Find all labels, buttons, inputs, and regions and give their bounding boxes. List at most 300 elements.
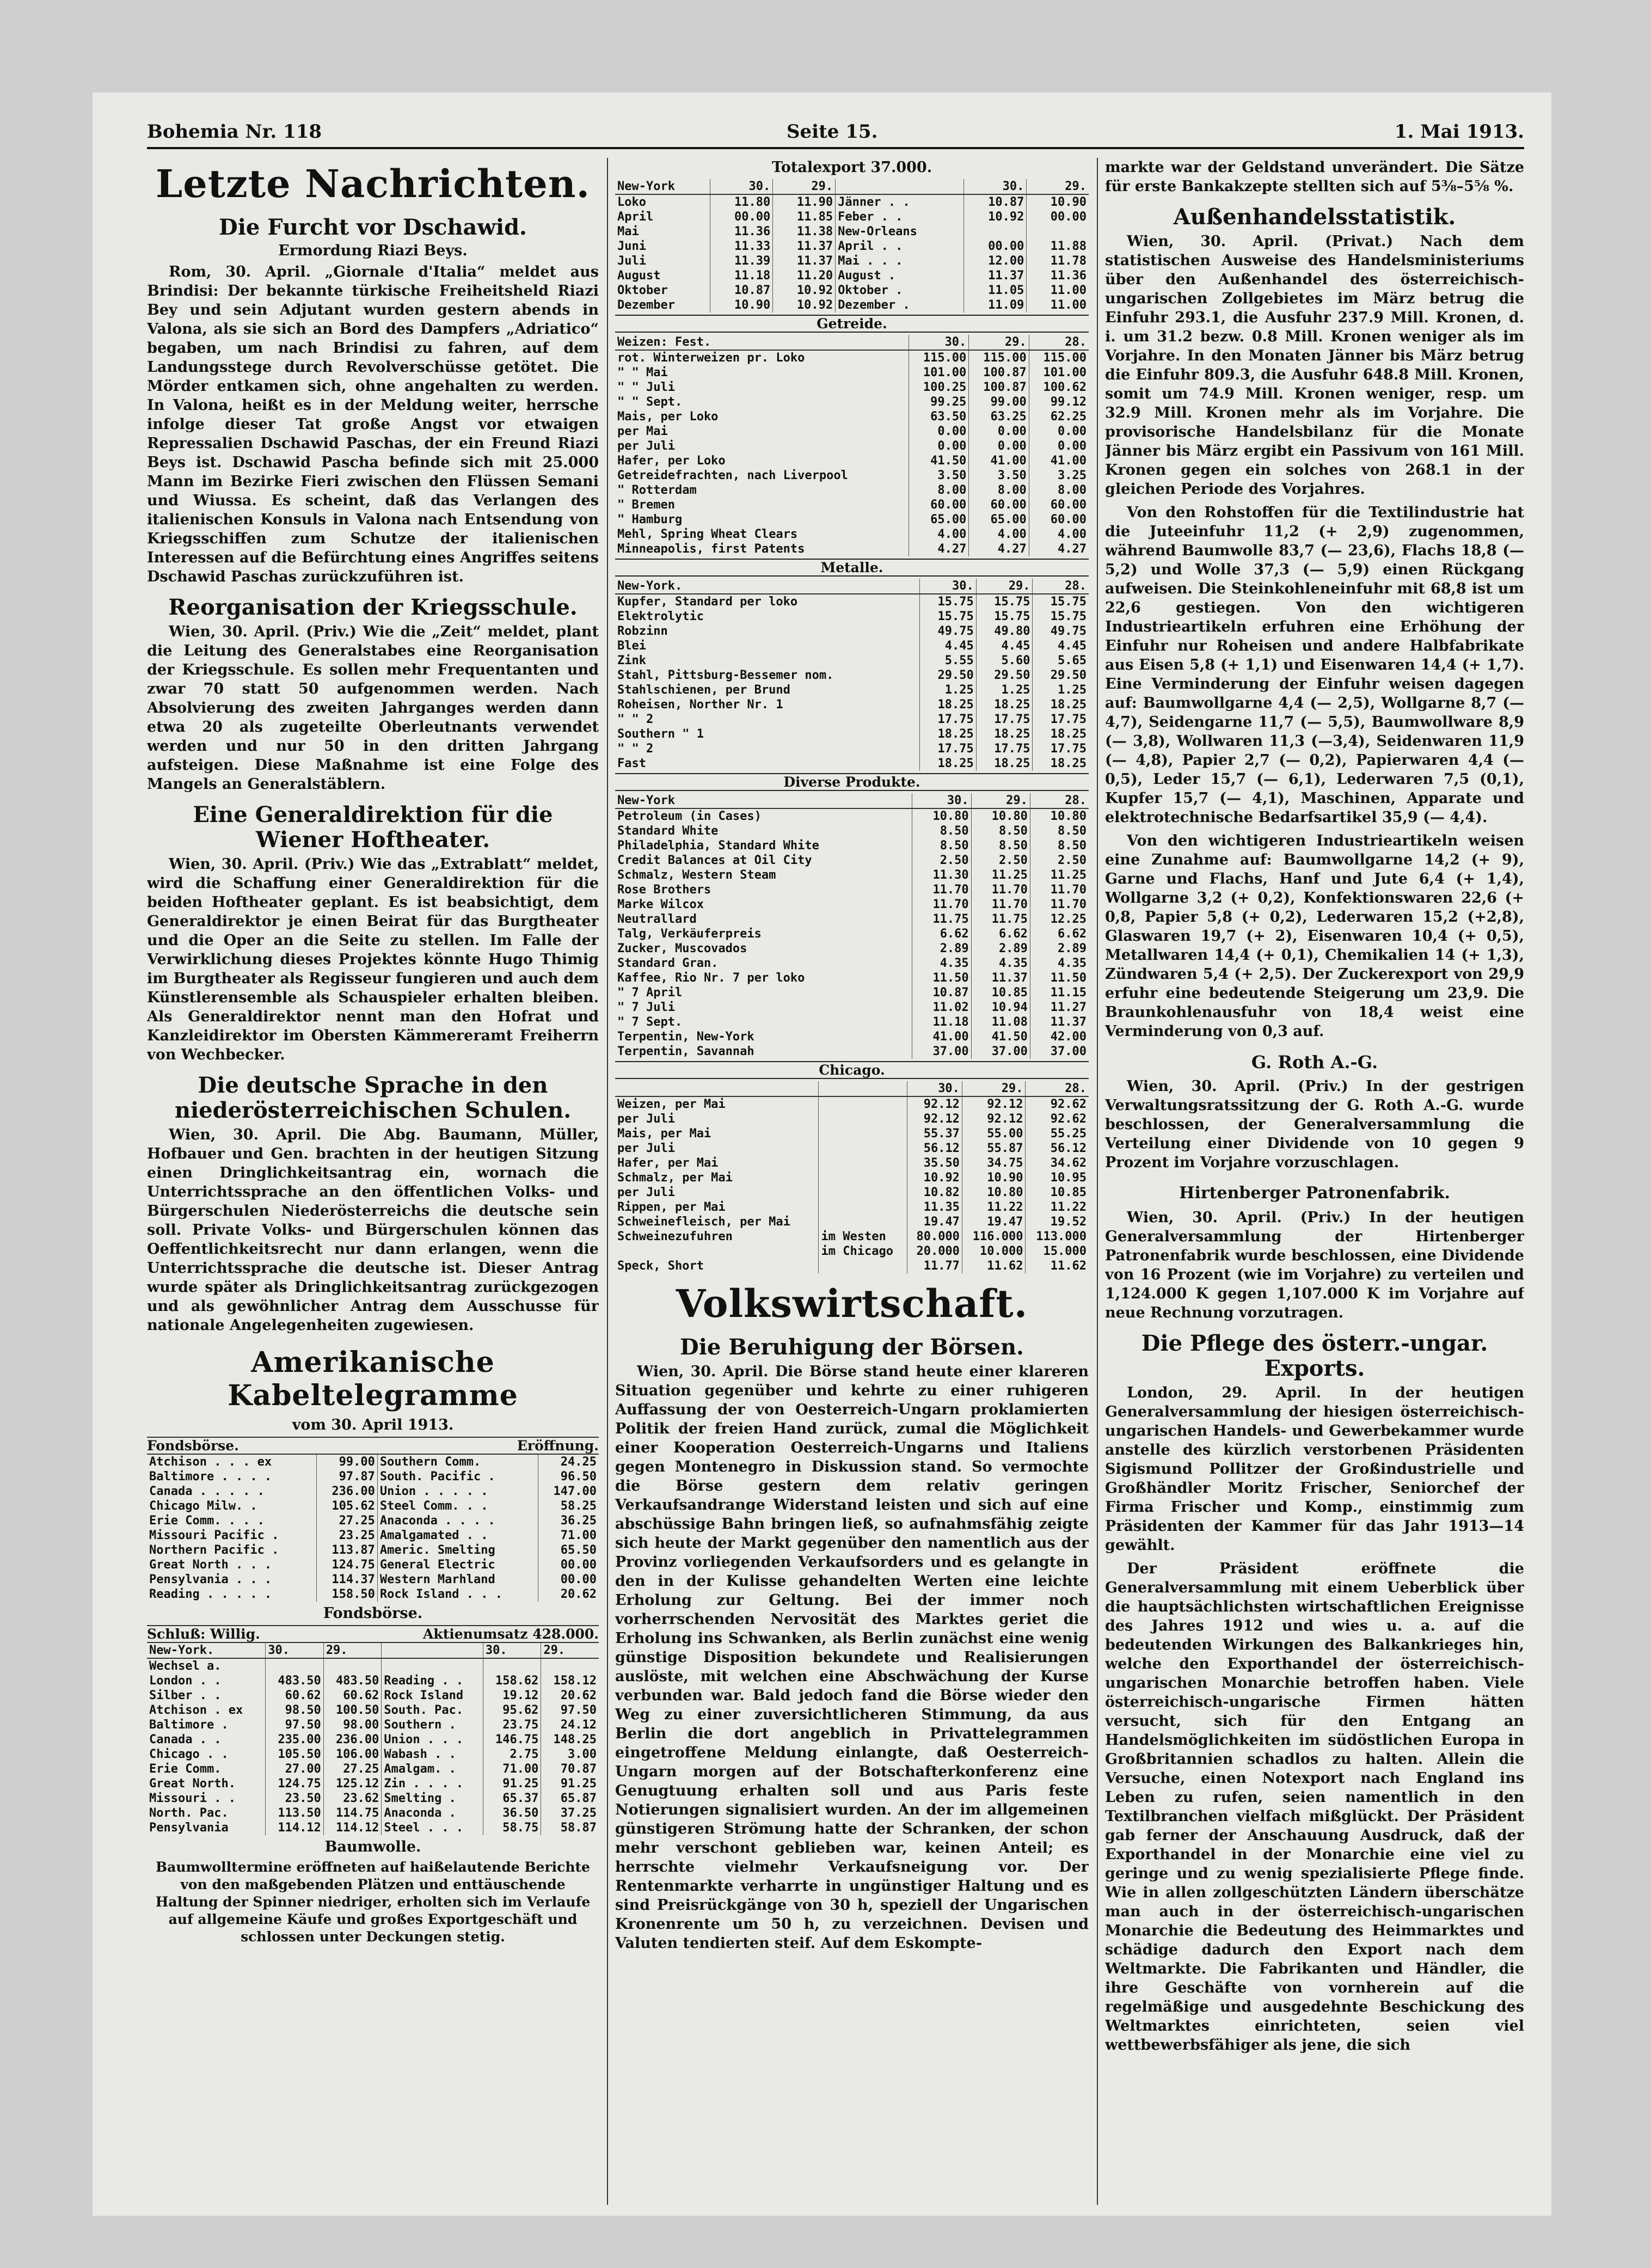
- table-cell: 11.36: [1027, 268, 1089, 283]
- table-cell: Schmalz, per Mai: [617, 1171, 733, 1185]
- table-cell: 8.50: [971, 838, 1030, 853]
- table-row: [147, 1747, 599, 1762]
- table-cell: 100.25: [909, 380, 968, 395]
- table-cell: 29.: [773, 179, 836, 194]
- table-cell: 0.00: [969, 439, 1029, 453]
- table-cell: 18.25: [1033, 697, 1089, 712]
- table-row: [615, 727, 1089, 741]
- table-row: [615, 868, 1089, 882]
- article-body: Wien, 30. April. (Priv.) Wie die „Zeit“ meldet, plant die Leitung des Generalstabes eine Reorganisation der Kriegsschule. Es sollen mehr Frequentanten und zwar 70 statt 50 aufgenommen werden. Nach Absolvierung des zweiten Jahrganges werden dann etwa 20 als zugeteilte Oberleutnants verwendet werden und nur 50 in den dritten Jahrgang aufsteigen. Diese Maßnahme ist eine Folge des Mangels an Generalstäblern.: [147, 623, 599, 793]
- table-cell: 6.62: [912, 927, 971, 941]
- table-cell: 65.00: [969, 512, 1029, 527]
- table-row: [615, 1000, 1089, 1015]
- table-cell: Silber . .: [149, 1689, 222, 1702]
- table-cell: 11.36: [710, 224, 773, 239]
- table-row: [615, 1096, 1089, 1112]
- table-row: [615, 498, 1089, 512]
- table-cell: 11.39: [710, 254, 773, 268]
- table-cell: 11.20: [773, 268, 836, 283]
- table-cell: Talg, Verkäuferpreis: [617, 927, 762, 941]
- table-row: [615, 579, 1089, 594]
- table-cell: 10.92: [773, 298, 836, 312]
- table-cell: 29.: [962, 1081, 1026, 1096]
- table-cell: 58.87: [541, 1820, 599, 1835]
- kabel-title: Amerikanische Kabeltelegramme: [228, 1346, 518, 1412]
- table-cell: [819, 1200, 907, 1215]
- table-cell: 37.00: [971, 1044, 1030, 1059]
- table-cell: 12.25: [1030, 912, 1089, 927]
- table-cell: Wechsel a.: [149, 1659, 222, 1673]
- table-cell: 10.92: [907, 1170, 962, 1185]
- table-cell: Feber . .: [836, 210, 964, 224]
- table-cell: 96.50: [538, 1469, 599, 1484]
- table-cell: 99.00: [969, 395, 1029, 409]
- table-cell: 24.25: [538, 1455, 599, 1469]
- table-cell: Great North . . .: [149, 1558, 272, 1572]
- table-cell: 41.50: [909, 453, 968, 468]
- table-cell: Erie Comm. . . .: [149, 1514, 265, 1528]
- table-cell: Chicago . .: [149, 1748, 229, 1761]
- table-cell: 2.89: [971, 941, 1030, 956]
- table-cell: 114.12: [266, 1820, 324, 1835]
- table-cell: 4.45: [976, 639, 1033, 653]
- table-cell: Zin . . . .: [382, 1776, 483, 1791]
- table-row: [615, 512, 1089, 527]
- article-heading: Die Beruhigung der Börsen.: [680, 1334, 1024, 1360]
- table-cell: August .: [836, 268, 964, 283]
- table-cell: 115.00: [909, 350, 968, 365]
- table-cell: Loko: [617, 195, 646, 209]
- table-cell: Union . . . . .: [377, 1484, 538, 1499]
- table-cell: 55.37: [907, 1126, 962, 1141]
- table-cell: 2.89: [912, 941, 971, 956]
- table-cell: 115.00: [969, 350, 1029, 365]
- table-cell: 29.: [1027, 179, 1089, 194]
- article-heading: Hirtenberger Patronenfabrik.: [1179, 1184, 1450, 1203]
- table-cell: 147.00: [538, 1484, 599, 1499]
- table-cell: 4.27: [969, 542, 1029, 556]
- table-cell: [819, 1185, 907, 1200]
- table-row: [615, 298, 1089, 312]
- table-cell: 8.00: [909, 483, 968, 498]
- table-cell: 11.70: [1030, 882, 1089, 897]
- article-heading: Reorganisation der Kriegsschule.: [168, 594, 578, 620]
- table-row: [147, 1499, 599, 1513]
- issue-date: 1. Mai 1913.: [1394, 121, 1524, 143]
- table-row: [147, 1674, 599, 1688]
- metalle-table: [615, 579, 1089, 771]
- table-cell: Baltimore . . . .: [149, 1470, 272, 1484]
- getreide-table: [615, 335, 1089, 556]
- table-cell: 11.70: [1030, 897, 1089, 912]
- table-row: [615, 254, 1089, 268]
- baumwolle-text: Baumwolltermine eröffneten auf haißelautende Berichte von den maßgebenden Plätzen und enttäuschende Haltung der Spinner niedriger, erholten sich im Verlaufe auf allgemeine Käufe und großes Exportgeschäft und schlossen unter Deckungen stetig.: [155, 1859, 591, 1945]
- table-cell: 58.75: [483, 1820, 541, 1835]
- article-body: London, 29. April. In der heutigen Generalversammlung der hiesigen österreichisch-ungarischen Handels- und Gewerbekammer wurde anstelle des kürzlich verstorbenen Präsidenten Sigismund Pollitzer der Großindustrielle und Großhändler Moritz Frischer, Seniorchef der Firma Frischer und Komp., einstimmig zum Präsidenten der Kammer für das Jahr 1913—14 gewählt.: [1105, 1384, 1524, 1554]
- table-cell: 15.75: [976, 609, 1033, 624]
- table-cell: 10.000: [962, 1244, 1026, 1259]
- table-row: [615, 1215, 1089, 1229]
- table-row: [615, 365, 1089, 380]
- diverse-label: Diverse Produkte.: [615, 773, 1089, 791]
- table-cell: 4.00: [969, 527, 1029, 542]
- table-cell: Blei: [617, 639, 646, 653]
- table-cell: North. Pac.: [149, 1806, 229, 1820]
- table-row: [615, 194, 1089, 210]
- table-cell: 28.: [1026, 1081, 1089, 1096]
- table-cell: Credit Balances at Oil City: [617, 854, 812, 867]
- table-cell: 11.15: [1030, 985, 1089, 1000]
- table-cell: Stahlschienen, per Brund: [617, 683, 790, 697]
- table-cell: Amalgamated . .: [377, 1528, 538, 1543]
- table-cell: 11.30: [912, 868, 971, 882]
- table-cell: 71.00: [483, 1762, 541, 1776]
- table-cell: Getreidefrachten, nach Liverpool: [617, 469, 848, 482]
- column-middle: [615, 158, 1089, 2205]
- table-row: [615, 971, 1089, 985]
- article-heading: G. Roth A.-G.: [1251, 1052, 1378, 1072]
- table-cell: 483.50: [323, 1674, 382, 1688]
- table-cell: 113.50: [266, 1806, 324, 1820]
- table-cell: 28.: [1033, 579, 1089, 594]
- table-cell: 11.70: [971, 897, 1030, 912]
- table-cell: 10.80: [962, 1185, 1026, 1200]
- table-cell: 97.50: [266, 1718, 324, 1732]
- table-cell: 15.75: [920, 609, 977, 624]
- table-cell: Northern Pacific .: [149, 1543, 279, 1557]
- kabel-table-2: [147, 1643, 599, 1835]
- table-cell: 11.62: [962, 1259, 1026, 1273]
- table-row: [147, 1762, 599, 1776]
- table-cell: per Juli: [617, 1142, 675, 1155]
- table-cell: 124.75: [266, 1776, 324, 1791]
- table-cell: 97.50: [541, 1703, 599, 1718]
- table-cell: " Bremen: [617, 498, 675, 512]
- table-row: [615, 527, 1089, 542]
- column-left: [147, 158, 599, 2205]
- table-cell: 60.00: [909, 498, 968, 512]
- table-cell: 00.00: [710, 210, 773, 224]
- table-cell: 235.00: [266, 1732, 324, 1747]
- table-cell: 11.75: [912, 912, 971, 927]
- kabel-labels: [147, 1437, 599, 1455]
- table-cell: 11.50: [1030, 971, 1089, 985]
- table-row: [147, 1820, 599, 1835]
- table-row: [615, 380, 1089, 395]
- table-cell: Fast: [617, 757, 646, 770]
- column-right: [1105, 158, 1524, 2205]
- table-cell: Mai . . .: [836, 254, 964, 268]
- article-body: Wien, 30. April. (Priv.) In der heutigen Generalversammlung der Hirtenberger Patronenfabrik wurde beschlossen, eine Dividende von 16 Prozent (wie im Vorjahre) zu verteilen und 1,124.000 K gegen 1,107.000 K im Vorjahre auf neue Rechnung vorzutragen.: [1105, 1209, 1524, 1321]
- table-row: [615, 1185, 1089, 1200]
- table-cell: 37.00: [912, 1044, 971, 1059]
- table-row: [147, 1469, 599, 1484]
- table-row: [615, 853, 1089, 868]
- table-cell: per Juli: [617, 1112, 675, 1126]
- table-cell: Schweinezufuhren: [617, 1230, 733, 1243]
- table-cell: 18.25: [976, 727, 1033, 741]
- table-cell: 4.27: [909, 542, 968, 556]
- table-cell: 15.75: [1033, 609, 1089, 624]
- table-cell: [819, 1215, 907, 1229]
- table-cell: 27.00: [266, 1762, 324, 1776]
- table-cell: 36.50: [483, 1806, 541, 1820]
- table-row: [615, 350, 1089, 365]
- table-cell: 20.000: [907, 1244, 962, 1259]
- table-cell: 34.62: [1026, 1156, 1089, 1170]
- table-cell: " 7 April: [617, 986, 683, 1000]
- table-cell: 30.: [710, 179, 773, 194]
- table-cell: Rock Island . . .: [377, 1587, 538, 1602]
- table-cell: Great North.: [149, 1777, 236, 1791]
- article-heading: Die Pflege des österr.-ungar. Exports.: [1141, 1331, 1488, 1381]
- table-cell: 70.87: [541, 1762, 599, 1776]
- table-row: [615, 335, 1089, 350]
- table-cell: 11.33: [710, 239, 773, 254]
- table-cell: 15.000: [1026, 1244, 1089, 1259]
- table-cell: 5.55: [920, 653, 977, 668]
- table-row: [615, 653, 1089, 668]
- table-cell: 65.50: [538, 1543, 599, 1558]
- table-cell: 18.25: [976, 697, 1033, 712]
- kabel-left-label: Fondsbörse.: [147, 1438, 239, 1454]
- section-title: Letzte Nachrichten.: [155, 161, 591, 206]
- table-row: [147, 1572, 599, 1587]
- table-cell: 11.35: [907, 1200, 962, 1215]
- table-cell: 55.00: [962, 1126, 1026, 1141]
- table-cell: 3.00: [541, 1747, 599, 1762]
- table-cell: 91.25: [541, 1776, 599, 1791]
- table-cell: 24.12: [541, 1718, 599, 1732]
- table-cell: 42.00: [1030, 1029, 1089, 1044]
- table-cell: Amalgam. .: [382, 1762, 483, 1776]
- table-cell: Speck, Short: [617, 1259, 704, 1273]
- table-cell: 63.50: [909, 409, 968, 424]
- table-cell: " 7 Sept.: [617, 1015, 683, 1029]
- table-cell: 29.: [976, 579, 1033, 594]
- article-heading: Die deutsche Sprache in den niederösterreichischen Schulen.: [174, 1072, 572, 1123]
- article-heading: Eine Generaldirektion für die Wiener Hoftheater.: [193, 802, 553, 853]
- table-cell: 10.95: [1026, 1170, 1089, 1185]
- table-cell: 10.82: [907, 1185, 962, 1200]
- table-cell: 11.77: [907, 1259, 962, 1273]
- table-cell: 11.90: [773, 194, 836, 210]
- table-cell: Dezember .: [836, 298, 964, 312]
- table-cell: 2.89: [1030, 941, 1089, 956]
- table-cell: 92.62: [1026, 1112, 1089, 1126]
- table-cell: 11.18: [912, 1015, 971, 1029]
- table-cell: 2.50: [971, 853, 1030, 868]
- table-cell: 41.00: [912, 1029, 971, 1044]
- table-row: [147, 1776, 599, 1791]
- table-cell: 114.12: [323, 1820, 382, 1835]
- table-row: [615, 424, 1089, 439]
- table-cell: 19.47: [962, 1215, 1026, 1229]
- table-cell: Southern " 1: [617, 727, 704, 741]
- table-cell: 30.: [907, 1081, 962, 1096]
- table-row: [615, 741, 1089, 756]
- table-cell: 36.25: [538, 1513, 599, 1528]
- table-cell: 63.25: [969, 409, 1029, 424]
- article-body: Wien, 30. April. (Priv.) In der gestrigen Verwaltungsratssitzung der G. Roth A.-G. wurde beschlossen, der Generalversammlung die Verteilung einer Dividende von 10 gegen 9 Prozent im Vorjahre vorzuschlagen.: [1105, 1078, 1524, 1171]
- table-row: [615, 453, 1089, 468]
- table-cell: Dezember: [617, 298, 675, 312]
- table-cell: [323, 1658, 382, 1674]
- table-row: [615, 1200, 1089, 1215]
- table-cell: Western Marhland: [377, 1572, 538, 1587]
- table-cell: 10.80: [912, 808, 971, 824]
- table-cell: 92.12: [907, 1112, 962, 1126]
- table-cell: 23.75: [483, 1718, 541, 1732]
- table-cell: Mai: [617, 225, 639, 238]
- table-cell: 17.75: [976, 712, 1033, 727]
- table-row: [615, 1244, 1089, 1259]
- table-cell: 18.25: [920, 727, 977, 741]
- table-cell: 10.87: [912, 985, 971, 1000]
- table-row: [615, 668, 1089, 683]
- table-cell: 11.05: [964, 283, 1027, 298]
- kabel-schluss: Schluß: Willig.: [147, 1626, 260, 1642]
- table-row: [147, 1658, 599, 1674]
- table-cell: 8.00: [1029, 483, 1089, 498]
- table-cell: 41.50: [971, 1029, 1030, 1044]
- table-cell: im Westen: [819, 1229, 907, 1244]
- article-body: Wien, 30. April. Die Börse stand heute einer klareren Situation gegenüber und kehrte zu einer ruhigeren Auffassung der von Oesterreich-Ungarn proklamierten Politik der freien Hand zurück, zumal die Möglichkeit einer Kooperation Oesterreich-Ungarns und Italiens gegen Montenegro in Diskussion stand. So vermochte die Börse gestern dem relativ geringen Verkaufsandrange Widerstand leisten und sich auf eine abschüssige Bahn bringen ließ, so aufnahmsfähig zeigte sich heute der Markt gegenüber den namentlich aus der Provinz vorliegenden Verkaufsorders und es gelangte in den in der Kulisse gehandelten Werten eine leichte Erholung zur Geltung. Bei der immer noch vorherrschenden Nervosität des Marktes geriet die Erholung ins Schwanken, als Berlin zunächst eine wenig günstige Disposition bekundete und Realisierungen auslöste, mit welchen eine Abschwächung der Kurse verbunden war. Bald jedoch fand die Börse wieder den Weg zu einer zuversichtlicheren Stimmung, da aus Berlin die dort angeblich in Privattelegrammen eingetroffene Meldung einlangte, daß Oesterreich-Ungarn morgen auf der Botschafterkonferenz eine Genugtuung erhalten soll und aus Paris feste Notierungen signalisiert wurden. An der im allgemeinen günstigeren Strömung hatte der Schranken, der schon mehr verschont geblieben war, keinen Anteil; es herrschte vielmehr Verkaufsneigung vor. Der Rentenmarkte verharrte in ungünstiger Haltung und es sind Preisrückgänge von 30 h, speziell der Ungarischen Kronenrente um 50 h, zu verzeichnen. Devisen und Valuten tendierten steif. Auf dem Eskompte-: [615, 1363, 1089, 1952]
- table-cell: Standard Gran.: [617, 957, 719, 970]
- table-cell: 100.87: [969, 365, 1029, 380]
- kabel-summary: [147, 1625, 599, 1643]
- table-cell: April . .: [836, 239, 964, 254]
- article-body: Von den wichtigeren Industrieartikeln weisen eine Zunahme auf: Baumwollgarne 14,2 (+ 9), Garne und Flachs, Hanf und Jute 6,4 (+ 1,4), Wollgarne 3,2 (+ 0,2), Konfektionswaren 22,6 (+ 0,8, Papier 5,8 (+ 0,2), Lederwaren 15,2 (+2,8), Glaswaren 19,7 (+ 2), Eisenwaren 10,4 (+ 0,5), Metallwaren 14,4 (+ 0,1), Chemikalien 14 (+ 1,3), Zündwaren 5,4 (+ 2,5). Der Zuckerexport von 29,9 erfuhr eine bedeutende Steigerung um 23,9. Die Braunkohlenausfuhr von 18,4 weist eine Verminderung von 0,3 auf.: [1105, 832, 1524, 1040]
- table-cell: Canada . .: [149, 1733, 222, 1746]
- table-cell: Smelting .: [382, 1791, 483, 1806]
- table-cell: New-York.: [615, 579, 920, 594]
- table-cell: Anaconda .: [382, 1806, 483, 1820]
- table-cell: 30.: [964, 179, 1027, 194]
- table-cell: " " 2: [617, 742, 654, 756]
- table-cell: 19.12: [483, 1688, 541, 1703]
- table-cell: Marke Wilcox: [617, 898, 704, 911]
- table-cell: 17.75: [976, 741, 1033, 756]
- table-cell: April: [617, 210, 654, 224]
- volkswirtschaft-title: Volkswirtschaft.: [676, 1281, 1028, 1326]
- table-cell: 2.50: [1030, 853, 1089, 868]
- table-header-cell: 29.: [323, 1643, 382, 1658]
- table-cell: 60.00: [1029, 512, 1089, 527]
- table-cell: 17.75: [1033, 712, 1089, 727]
- table-cell: 60.00: [1029, 498, 1089, 512]
- table-cell: 15.75: [1033, 594, 1089, 609]
- table-cell: 113.000: [1026, 1229, 1089, 1244]
- table-cell: 30.: [909, 335, 968, 350]
- table-cell: 4.00: [909, 527, 968, 542]
- table-row: [615, 912, 1089, 927]
- table-row: [615, 439, 1089, 453]
- table-cell: 17.75: [920, 741, 977, 756]
- table-cell: Schweinefleisch, per Mai: [617, 1215, 790, 1229]
- table-row: [615, 683, 1089, 697]
- getreide-label: Getreide.: [615, 315, 1089, 333]
- table-cell: 11.38: [773, 224, 836, 239]
- table-cell: 11.70: [971, 882, 1030, 897]
- table-cell: 2.50: [912, 853, 971, 868]
- table-header-cell: 30.: [483, 1643, 541, 1658]
- page-number: Seite 15.: [787, 121, 878, 143]
- table-cell: Jänner . .: [836, 194, 964, 210]
- table-cell: 11.50: [912, 971, 971, 985]
- chicago-table: [615, 1081, 1089, 1273]
- table-cell: 92.62: [1026, 1096, 1089, 1112]
- table-cell: 4.35: [912, 956, 971, 971]
- table-cell: Weizen: Fest.: [615, 335, 909, 350]
- table-row: [615, 838, 1089, 853]
- table-cell: Hafer, per Loko: [617, 454, 726, 468]
- table-cell: 4.35: [1030, 956, 1089, 971]
- table-cell: 1.25: [1033, 683, 1089, 697]
- table-cell: 27.25: [317, 1513, 378, 1528]
- table-row: [147, 1484, 599, 1499]
- table-row: [615, 824, 1089, 838]
- page-header: [147, 109, 1524, 149]
- table-cell: 20.62: [538, 1587, 599, 1602]
- table-cell: 158.12: [541, 1674, 599, 1688]
- newspaper-page: [93, 93, 1551, 2216]
- table-cell: Terpentin, Savannah: [617, 1045, 754, 1058]
- table-cell: 17.75: [920, 712, 977, 727]
- table-row: [147, 1643, 599, 1658]
- table-row: [147, 1688, 599, 1703]
- table-cell: 34.75: [962, 1156, 1026, 1170]
- article-heading: Außenhandelsstatistik.: [1173, 204, 1456, 230]
- table-cell: 11.88: [1027, 239, 1089, 254]
- table-cell: 41.00: [1029, 453, 1089, 468]
- table-cell: 8.50: [912, 824, 971, 838]
- table-cell: 483.50: [266, 1674, 324, 1688]
- table-cell: 28.: [1030, 793, 1089, 808]
- table-cell: 11.70: [912, 882, 971, 897]
- table-cell: 92.12: [907, 1096, 962, 1112]
- table-cell: 71.00: [538, 1528, 599, 1543]
- table-cell: Roheisen, Norther Nr. 1: [617, 698, 783, 712]
- table-cell: 106.00: [323, 1747, 382, 1762]
- table-row: [615, 1229, 1089, 1244]
- table-cell: 236.00: [317, 1484, 378, 1499]
- table-row: [615, 283, 1089, 298]
- table-cell: 20.62: [541, 1688, 599, 1703]
- table-cell: 41.00: [969, 453, 1029, 468]
- table-cell: 5.65: [1033, 653, 1089, 668]
- table-cell: 92.12: [962, 1096, 1026, 1112]
- column-rule: [607, 158, 608, 2205]
- table-cell: 17.75: [1033, 741, 1089, 756]
- table-cell: 15.75: [920, 594, 977, 609]
- table-cell: 55.87: [962, 1141, 1026, 1156]
- table-cell: 65.37: [483, 1791, 541, 1806]
- table-cell: Minneapolis, first Patents: [617, 542, 805, 556]
- table-cell: 4.35: [971, 956, 1030, 971]
- table-cell: 11.37: [773, 254, 836, 268]
- table-row: [615, 1029, 1089, 1044]
- table-cell: 00.00: [538, 1572, 599, 1587]
- table-cell: 10.85: [971, 985, 1030, 1000]
- table-row: [615, 395, 1089, 409]
- table-cell: Zucker, Muscovados: [617, 942, 747, 955]
- table-cell: Atchison . . . ex: [149, 1455, 272, 1469]
- metalle-label: Metalle.: [615, 559, 1089, 577]
- table-row: [615, 483, 1089, 498]
- table-cell: 124.75: [317, 1558, 378, 1572]
- table-cell: 116.000: [962, 1229, 1026, 1244]
